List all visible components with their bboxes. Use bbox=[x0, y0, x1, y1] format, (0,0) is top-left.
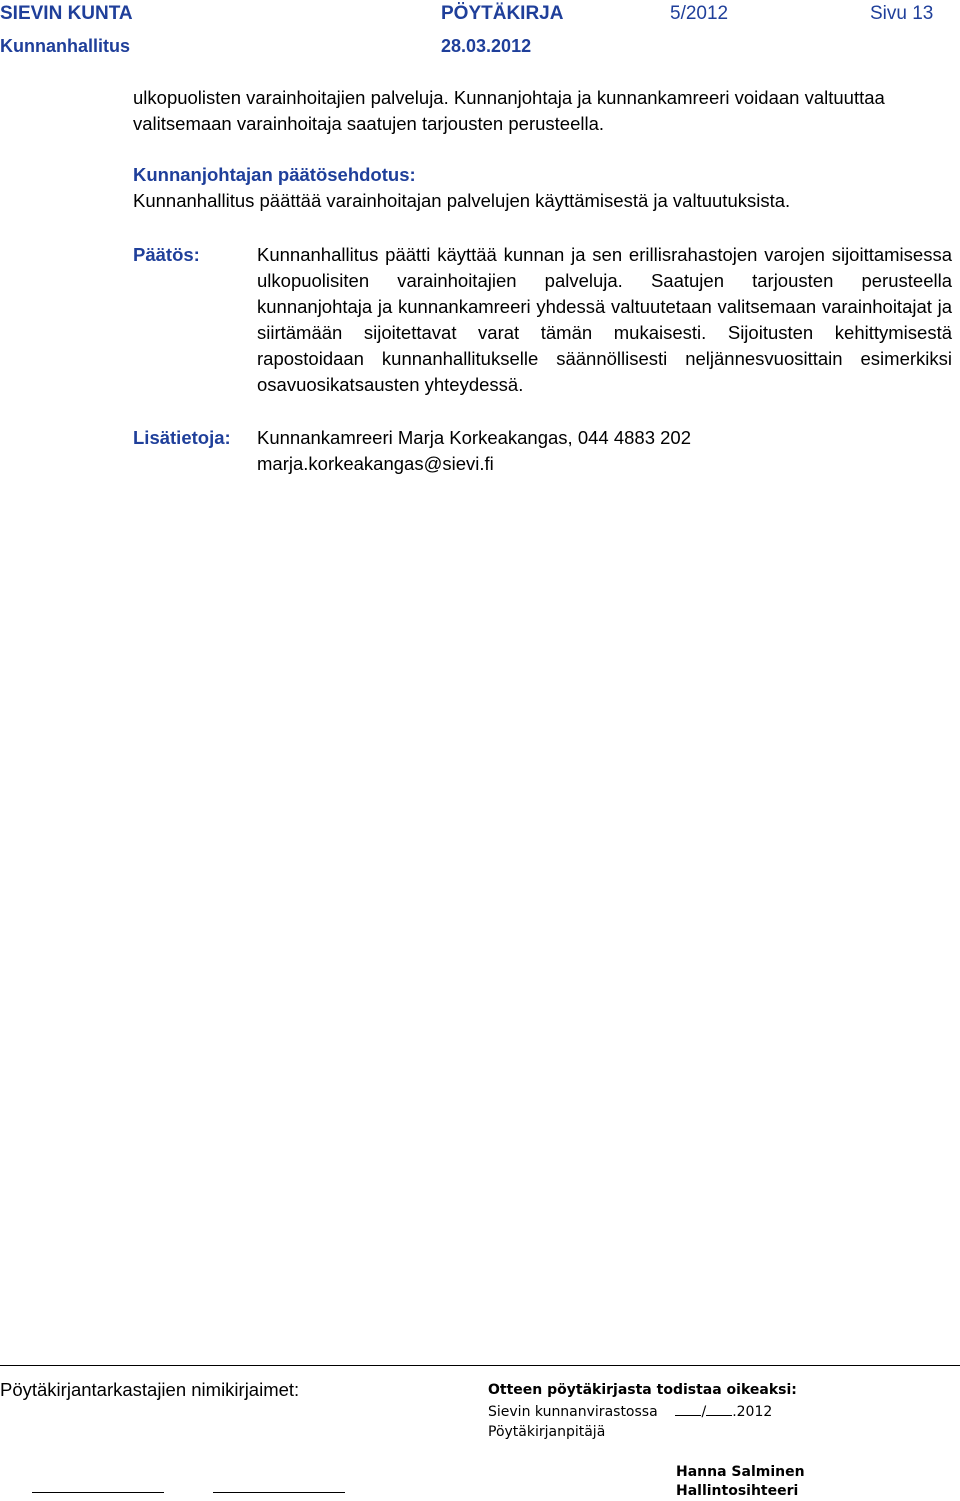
date-separator: / bbox=[701, 1404, 707, 1420]
initials-signature-line-1[interactable] bbox=[32, 1492, 164, 1493]
page-number: Sivu 13 bbox=[870, 3, 934, 24]
day-blank[interactable] bbox=[675, 1403, 701, 1416]
month-blank[interactable] bbox=[706, 1403, 732, 1416]
examiners-initials-label: Pöytäkirjantarkastajien nimikirjaimet: bbox=[0, 1379, 300, 1400]
decision-text: Kunnanhallitus päätti käyttää kunnan ja sen erillisrahastojen varojen sijoittamisessa ulkopuolisiten varainhoitajien palveluja. Saatujen tarjousten perusteella kunnanjohtaja ja kunnankamreeri yhdessä valtuutetaan valitsemaan varainhoitajat ja siirtämään sijoitettavat varat tämän mukaisesti. Sijoitusten kehittymisestä rapostoidaan kunnanhallitukselle säännöllisesti neljännesvuosittain esimerkiksi osavuosikatsausten yhteydessä. bbox=[257, 244, 952, 395]
decision-label: Päätös: bbox=[133, 244, 200, 265]
location-text: Sievin kunnanvirastossa bbox=[488, 1404, 658, 1420]
meeting-date: 28.03.2012 bbox=[441, 36, 532, 56]
footer-divider bbox=[0, 1365, 960, 1366]
board-name: Kunnanhallitus bbox=[0, 36, 130, 56]
date-year: .2012 bbox=[732, 1404, 773, 1420]
additional-info-label: Lisätietoja: bbox=[133, 427, 231, 448]
contact-person: Kunnankamreeri Marja Korkeakangas, 044 4883 202 bbox=[257, 427, 692, 448]
intro-paragraph: ulkopuolisten varainhoitajien palveluja. Kunnanjohtaja ja kunnankamreeri voidaan valtuuttaa valitsemaan varainhoitaja saatujen tarjousten perusteella. bbox=[133, 87, 885, 134]
secretary-label: Pöytäkirjanpitäjä bbox=[488, 1424, 606, 1440]
certification-title: Otteen pöytäkirjasta todistaa oikeaksi: bbox=[488, 1382, 797, 1398]
proposal-text: Kunnanhallitus päättää varainhoitajan palvelujen käyttämisestä ja valtuutuksista. bbox=[133, 190, 791, 211]
certification-location bbox=[488, 1402, 772, 1422]
secretary-name: Hanna Salminen bbox=[676, 1464, 805, 1480]
contact-email[interactable]: marja.korkeakangas@sievi.fi bbox=[257, 453, 494, 474]
initials-signature-line-2[interactable] bbox=[213, 1492, 345, 1493]
secretary-role: Hallintosihteeri bbox=[676, 1483, 799, 1499]
meeting-number: 5/2012 bbox=[670, 3, 729, 24]
organization-name: SIEVIN KUNTA bbox=[0, 3, 133, 24]
document-type: PÖYTÄKIRJA bbox=[441, 3, 564, 24]
proposal-heading: Kunnanjohtajan päätösehdotus: bbox=[133, 164, 416, 185]
